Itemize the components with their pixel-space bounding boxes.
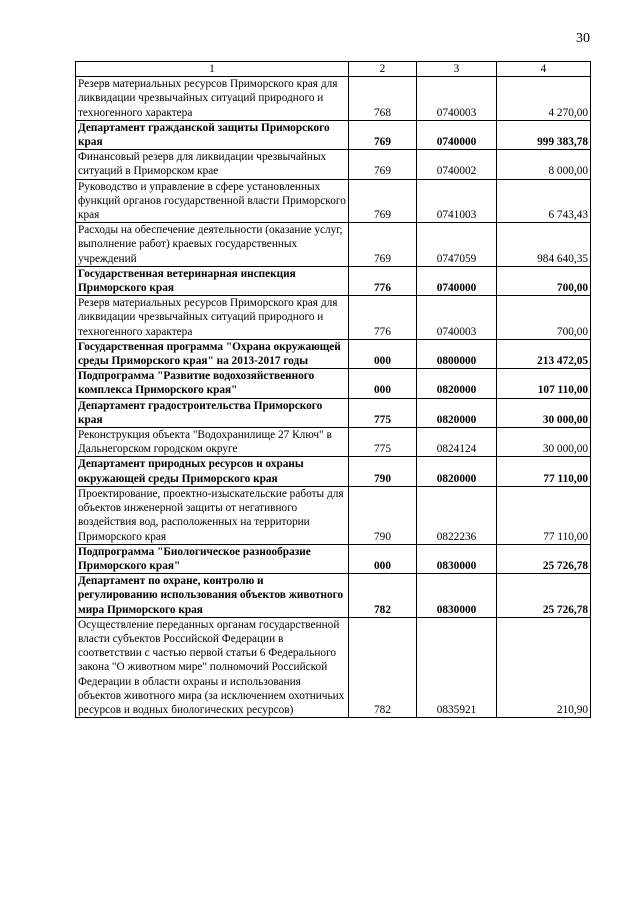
row-amount-cell: 25 726,78 <box>497 544 591 573</box>
row-csr-cell: 0820000 <box>417 369 497 398</box>
row-csr-cell: 0830000 <box>417 574 497 618</box>
row-csr-cell: 0820000 <box>417 398 497 427</box>
row-csr-cell: 0740000 <box>417 266 497 295</box>
row-amount-cell: 984 640,35 <box>497 223 591 267</box>
row-name-cell: Подпрограмма "Биологическое разнообразие Приморского края" <box>76 544 349 573</box>
row-amount-cell: 8 000,00 <box>497 150 591 179</box>
row-grbs-cell: 776 <box>349 266 417 295</box>
row-grbs-cell: 769 <box>349 120 417 149</box>
row-csr-cell: 0824124 <box>417 428 497 457</box>
row-name-cell: Подпрограмма "Развитие водохозяйственного комплекса Приморского края" <box>76 369 349 398</box>
row-amount-cell: 77 110,00 <box>497 486 591 544</box>
table-row <box>76 266 591 295</box>
row-name-cell: Департамент по охране, контролю и регулированию использования объектов животного мира Приморского края <box>76 574 349 618</box>
row-name-cell: Расходы на обеспечение деятельности (оказание услуг, выполнение работ) краевых государственных учреждений <box>76 223 349 267</box>
table-row <box>76 369 591 398</box>
table-row <box>76 120 591 149</box>
row-name-cell: Департамент гражданской защиты Приморского края <box>76 120 349 149</box>
row-name-cell: Резерв материальных ресурсов Приморского края для ликвидации чрезвычайных ситуаций природного и техногенного характера <box>76 77 349 121</box>
row-grbs-cell: 775 <box>349 398 417 427</box>
row-csr-cell: 0747059 <box>417 223 497 267</box>
row-amount-cell: 77 110,00 <box>497 457 591 486</box>
row-amount-cell: 107 110,00 <box>497 369 591 398</box>
row-grbs-cell: 776 <box>349 296 417 340</box>
table-row <box>76 150 591 179</box>
row-amount-cell: 6 743,43 <box>497 179 591 223</box>
table-row <box>76 617 591 717</box>
row-amount-cell: 999 383,78 <box>497 120 591 149</box>
page-number: 30 <box>576 31 590 46</box>
row-name-cell: Департамент градостроительства Приморского края <box>76 398 349 427</box>
row-csr-cell: 0830000 <box>417 544 497 573</box>
row-amount-cell: 4 270,00 <box>497 77 591 121</box>
table-body <box>76 77 591 718</box>
row-grbs-cell: 790 <box>349 486 417 544</box>
row-name-cell: Проектирование, проектно-изыскательские работы для объектов инженерной защиты от негативного воздействия вод, расположенных на территории Приморского края <box>76 486 349 544</box>
row-grbs-cell: 769 <box>349 179 417 223</box>
row-name-cell: Руководство и управление в сфере установленных функций органов государственной власти Приморского края <box>76 179 349 223</box>
table-row <box>76 457 591 486</box>
row-grbs-cell: 768 <box>349 77 417 121</box>
table-row <box>76 544 591 573</box>
row-csr-cell: 0800000 <box>417 339 497 368</box>
row-name-cell: Финансовый резерв для ликвидации чрезвычайных ситуаций в Приморском крае <box>76 150 349 179</box>
row-grbs-cell: 000 <box>349 369 417 398</box>
row-amount-cell: 30 000,00 <box>497 428 591 457</box>
table-header <box>76 62 591 77</box>
row-csr-cell: 0740000 <box>417 120 497 149</box>
row-grbs-cell: 790 <box>349 457 417 486</box>
table-row <box>76 179 591 223</box>
row-amount-cell: 213 472,05 <box>497 339 591 368</box>
row-name-cell: Резерв материальных ресурсов Приморского края для ликвидации чрезвычайных ситуаций природного и техногенного характера <box>76 296 349 340</box>
row-csr-cell: 0740003 <box>417 77 497 121</box>
row-name-cell: Реконструкция объекта "Водохранилище 27 Ключ" в Дальнегорском городском округе <box>76 428 349 457</box>
row-name-cell: Осуществление переданных органам государственной власти субъектов Российской Федерации в соответствии с частью первой статьи 6 Федерального закона "О животном мире" полномочий Российской Федерации в области охраны и использования объектов животного мира (за исключением охотничьих ресурсов и водных биологических ресурсов) <box>76 617 349 717</box>
table-row <box>76 77 591 121</box>
table-row <box>76 296 591 340</box>
row-grbs-cell: 775 <box>349 428 417 457</box>
row-csr-cell: 0740002 <box>417 150 497 179</box>
row-csr-cell: 0741003 <box>417 179 497 223</box>
row-amount-cell: 30 000,00 <box>497 398 591 427</box>
table-row <box>76 398 591 427</box>
table-row <box>76 339 591 368</box>
table-row <box>76 574 591 618</box>
row-amount-cell: 210,90 <box>497 617 591 717</box>
row-name-cell: Департамент природных ресурсов и охраны окружающей среды Приморского края <box>76 457 349 486</box>
row-csr-cell: 0740003 <box>417 296 497 340</box>
header-col-amount: 4 <box>497 62 591 77</box>
row-amount-cell: 700,00 <box>497 266 591 295</box>
budget-table <box>75 61 591 718</box>
table-row <box>76 428 591 457</box>
row-name-cell: Государственная программа "Охрана окружающей среды Приморского края" на 2013-2017 годы <box>76 339 349 368</box>
header-col-csr: 3 <box>417 62 497 77</box>
row-grbs-cell: 000 <box>349 339 417 368</box>
header-col-name: 1 <box>76 62 349 77</box>
row-csr-cell: 0820000 <box>417 457 497 486</box>
header-col-grbs: 2 <box>349 62 417 77</box>
table-row <box>76 486 591 544</box>
header-row <box>76 62 591 77</box>
row-grbs-cell: 000 <box>349 544 417 573</box>
row-amount-cell: 700,00 <box>497 296 591 340</box>
row-csr-cell: 0822236 <box>417 486 497 544</box>
row-grbs-cell: 769 <box>349 223 417 267</box>
row-grbs-cell: 782 <box>349 574 417 618</box>
row-amount-cell: 25 726,78 <box>497 574 591 618</box>
table-row <box>76 223 591 267</box>
row-grbs-cell: 782 <box>349 617 417 717</box>
row-csr-cell: 0835921 <box>417 617 497 717</box>
row-name-cell: Государственная ветеринарная инспекция Приморского края <box>76 266 349 295</box>
row-grbs-cell: 769 <box>349 150 417 179</box>
